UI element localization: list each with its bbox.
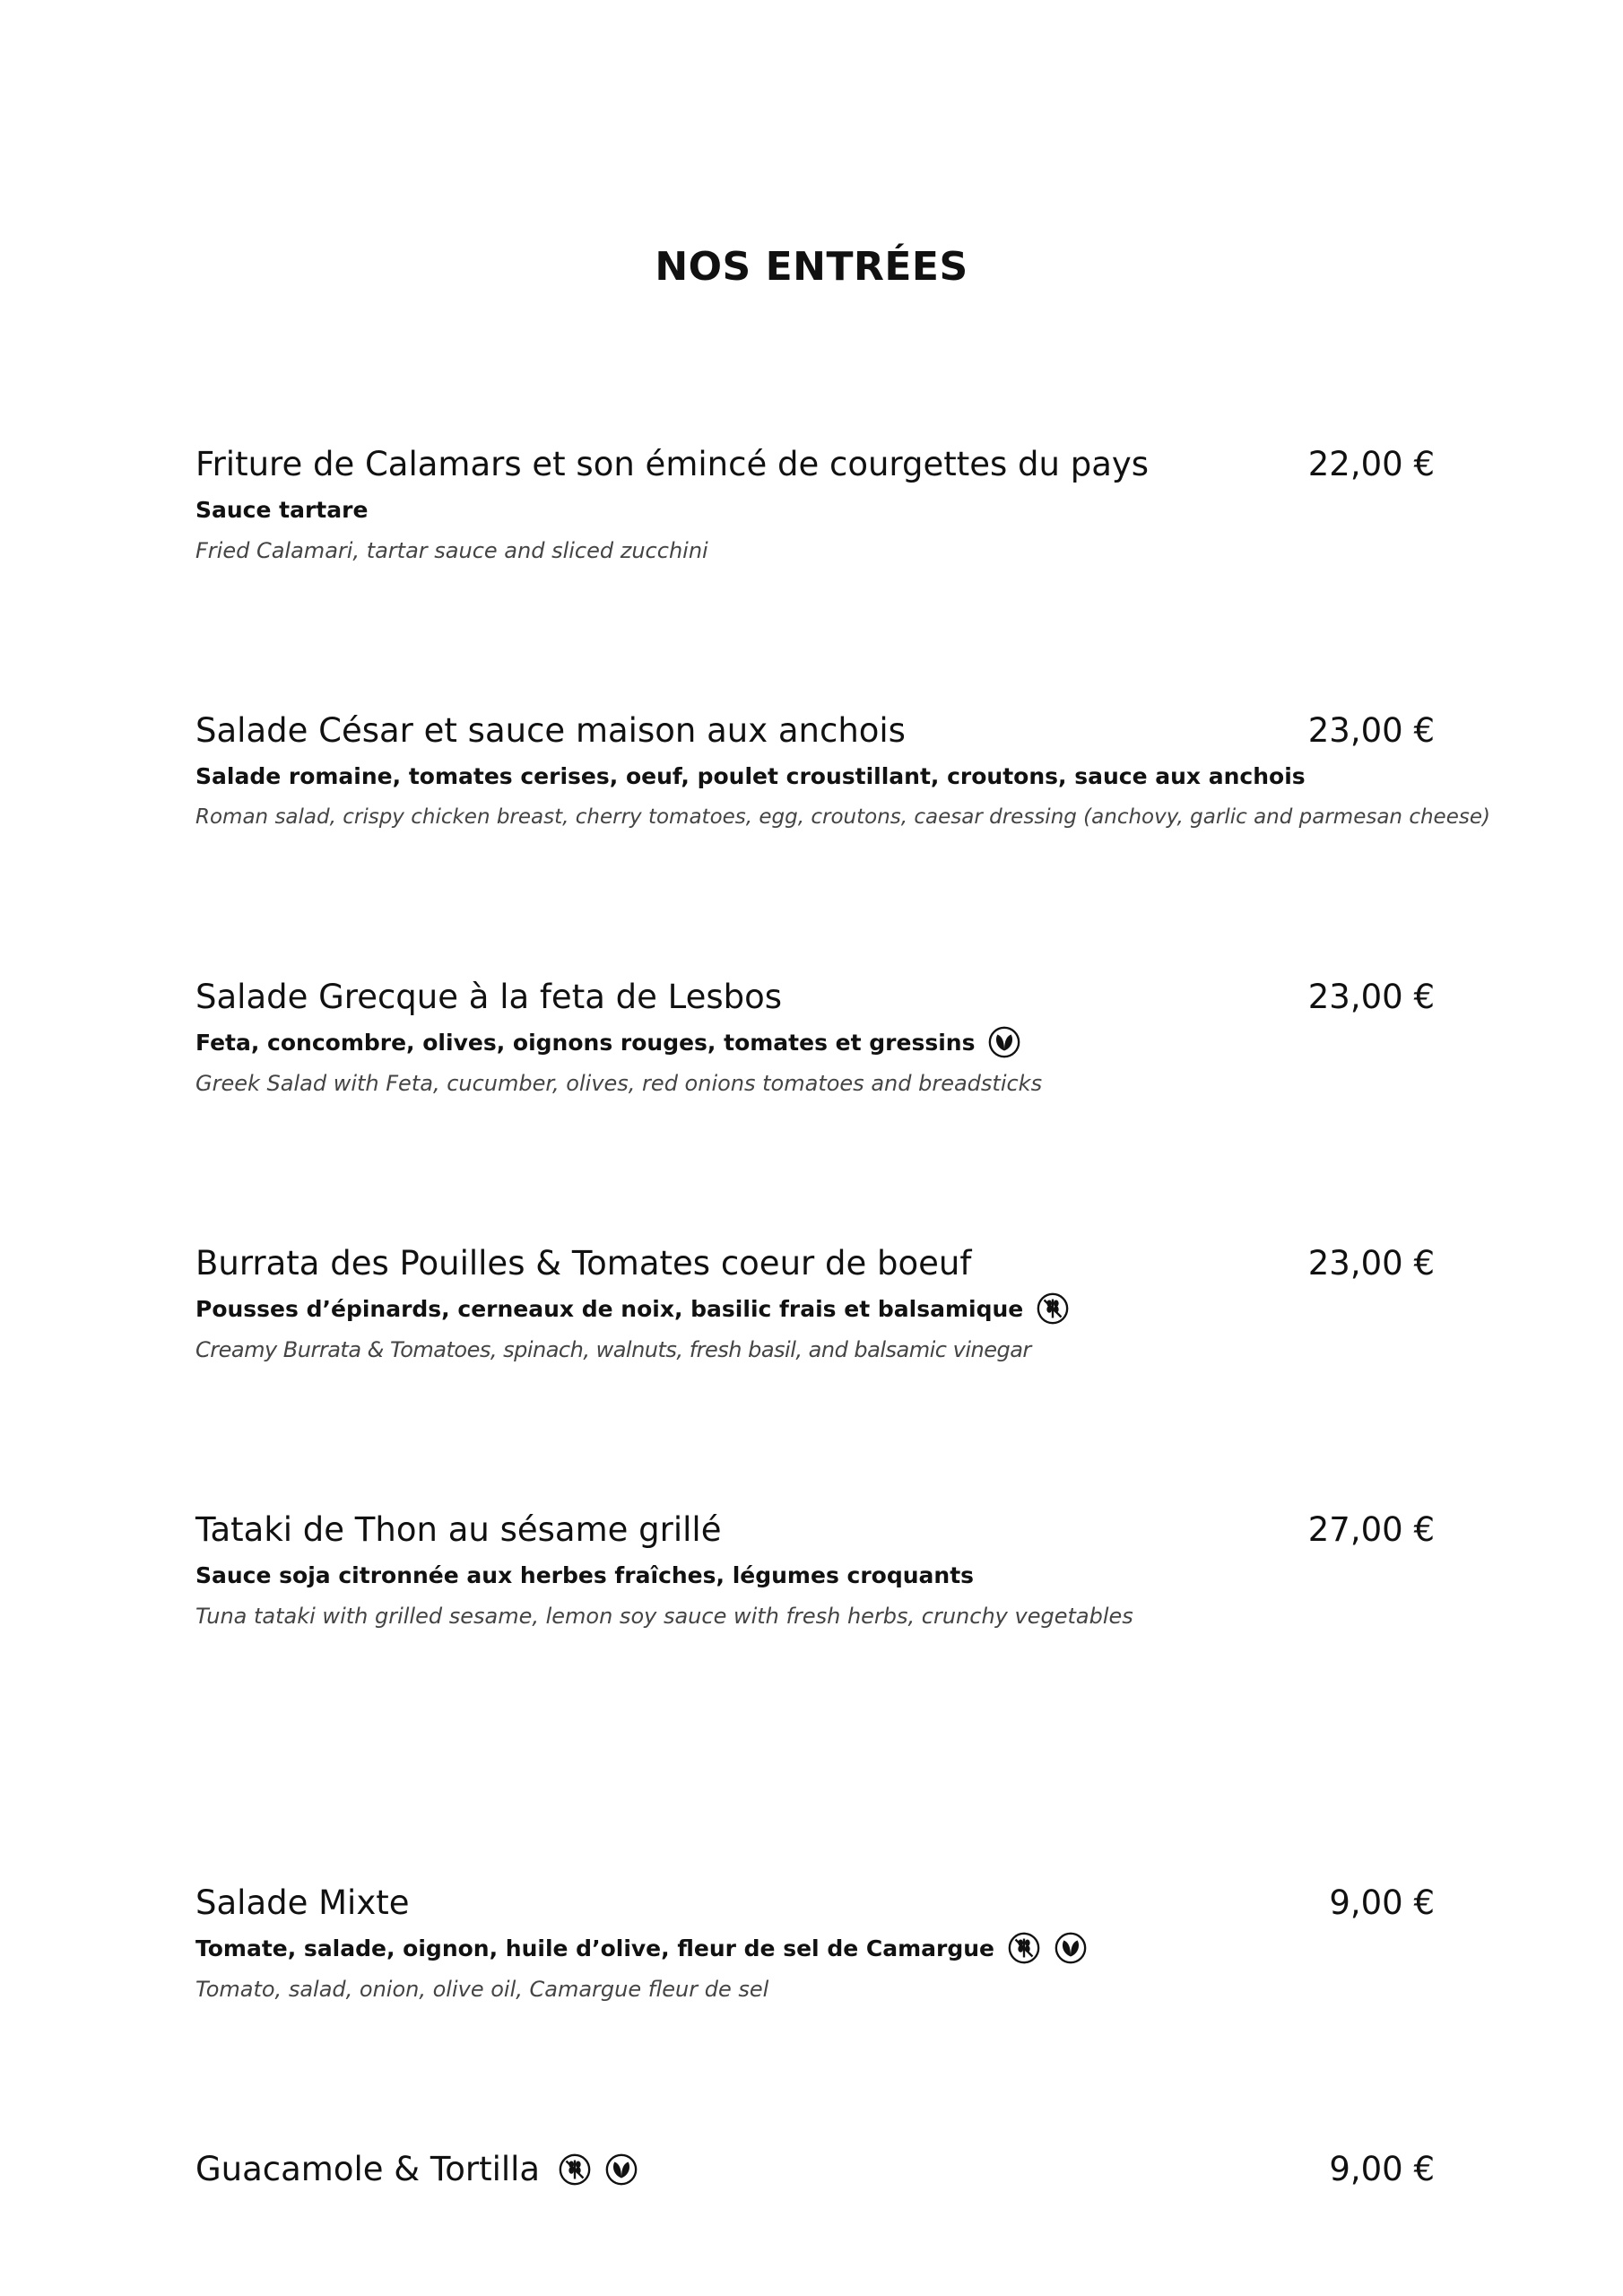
item-description: Tomate, salade, oignon, huile d’olive, fleur de sel de Camargue — [195, 1930, 1435, 1966]
item-price: 9,00 € — [1329, 1883, 1435, 1922]
menu-item — [195, 1878, 1435, 2005]
gluten-free-icon — [1007, 1931, 1041, 1965]
item-english-description: Roman salad, crispy chicken breast, cherry tomatoes, egg, croutons, caesar dressing (anchovy, garlic and parmesan cheese) — [195, 805, 1490, 829]
item-price: 22,00 € — [1307, 445, 1435, 483]
item-name: Salade Grecque à la feta de Lesbos — [195, 978, 783, 1016]
item-description: Sauce soja citronnée aux herbes fraîches, légumes croquants — [195, 1561, 975, 1588]
item-price: 23,00 € — [1307, 978, 1435, 1016]
item-price: 23,00 € — [1307, 1244, 1435, 1283]
menu-item — [195, 706, 1490, 833]
gluten-free-icon — [558, 2152, 592, 2187]
gluten-free-icon — [1036, 1292, 1070, 1326]
item-name: Burrata des Pouilles & Tomates coeur de boeuf — [195, 1244, 972, 1283]
item-description: Salade romaine, tomates cerises, oeuf, poulet croustillant, croutons, sauce aux anchois — [195, 762, 1306, 789]
item-description: Sauce tartare — [195, 496, 369, 523]
item-price: 27,00 € — [1307, 1510, 1435, 1549]
item-english-description: Tuna tataki with grilled sesame, lemon soy sauce with fresh herbs, crunchy vegetables — [195, 1604, 1133, 1629]
item-english-description: Fried Calamari, tartar sauce and sliced zucchini — [195, 538, 708, 563]
item-english-description: Greek Salad with Feta, cucumber, olives, red onions tomatoes and breadsticks — [195, 1071, 1043, 1096]
item-price: 23,00 € — [1307, 711, 1435, 750]
vegetarian-leaf-icon — [1054, 1931, 1088, 1965]
item-name: Salade César et sauce maison aux anchois — [195, 711, 906, 750]
menu-item — [195, 1505, 1435, 1632]
vegetarian-leaf-icon — [604, 2152, 638, 2187]
item-name: Friture de Calamars et son émincé de courgettes du pays — [195, 445, 1150, 483]
item-name: Salade Mixte — [195, 1883, 410, 1922]
item-description: Feta, concombre, olives, oignons rouges, tomates et gressins — [195, 1024, 1435, 1060]
item-english-description: Creamy Burrata & Tomatoes, spinach, walnuts, fresh basil, and balsamic vinegar — [195, 1337, 1031, 1362]
item-name: Guacamole & Tortilla — [195, 2144, 638, 2195]
item-name: Tataki de Thon au sésame grillé — [195, 1510, 722, 1549]
menu-item — [195, 439, 1435, 567]
vegetarian-leaf-icon — [987, 1025, 1021, 1059]
item-description: Pousses d’épinards, cerneaux de noix, basilic frais et balsamique — [195, 1291, 1435, 1326]
menu-item — [195, 1239, 1435, 1366]
menu-item — [195, 2144, 1435, 2195]
page-title: NOS ENTRÉES — [655, 244, 968, 290]
menu-item — [195, 972, 1435, 1100]
item-english-description: Tomato, salad, onion, olive oil, Camargue fleur de sel — [195, 1977, 769, 2002]
item-price: 9,00 € — [1329, 2150, 1435, 2188]
